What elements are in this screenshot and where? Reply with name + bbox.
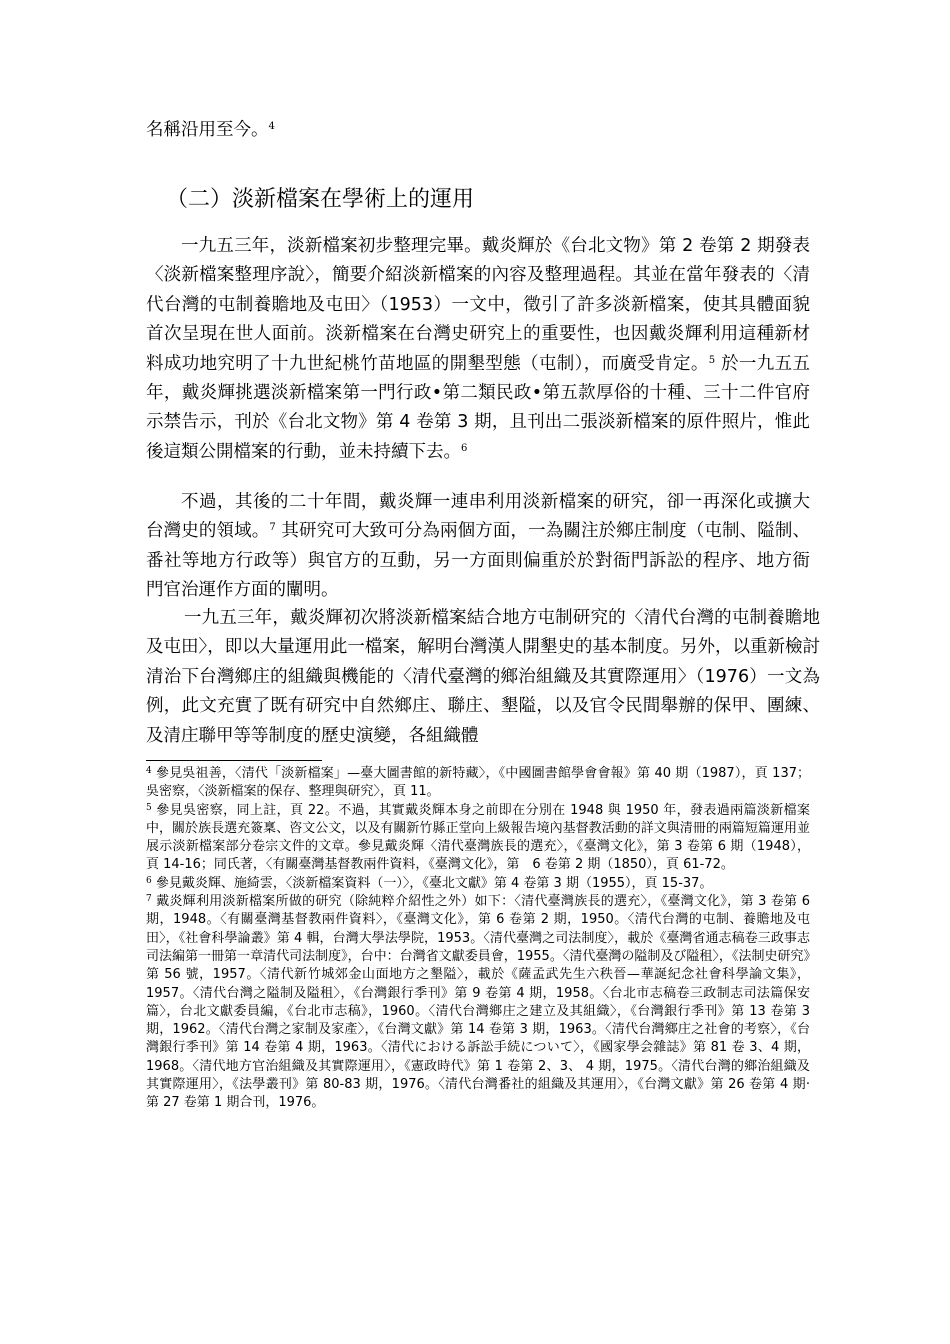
paragraph-3: 一九五三年，戴炎輝初次將淡新檔案結合地方屯制研究的〈清代台灣的屯制養贍地及屯田〉，即以大量運用此一檔案，解明台灣漢人開墾史的基本制度。另外，以重新檢討清治下台灣鄉庄的組織與機能的〈清代臺灣的鄉治組織及其實際運用〉（1976）一文為例，此文充實了既有研究中自然鄉庄、聯庄、墾隘，以及官令民間舉辦的保甲、團練、及清庄聯甲等等制度的歷史演變，各組織體 [146,608,820,746]
section-heading: （二）淡新檔案在學術上的運用 [166,187,475,212]
paragraph-1-text-a: 一九五三年，淡新檔案初步整理完畢。戴炎輝於《台北文物》第 2 卷第 2 期發表〈淡新檔案整理序說〉，簡要介紹淡新檔案的內容及整理過程。其並在當年發表的〈清代台灣的屯制養贍地及屯田〉（1953）一文中，徵引了許多淡新檔案，使其具體面貌首次呈現在世人面前。淡新檔案在台灣史研究上的重要性，也因戴炎輝利用這種新材料成功地究明了十九世紀桃竹苗地區的開墾型態（屯制），而廣受肯定。 [146,236,810,374]
footnote-6 [146,875,810,893]
paragraph-1 [146,232,810,467]
footnote-text: 戴炎輝利用淡新檔案所做的研究（除純粹介紹性之外）如下：〈清代臺灣族長的選充〉，《臺灣文化》，第 3 卷第 6 期，1948。〈有關臺灣基督教兩件資料〉，《臺灣文化》，第 6 卷第 2 期，1950。〈清代台灣的屯制、養贍地及屯田〉，《社會科學論叢》第 4 輯，台灣大學法學院，1953。〈清代臺灣之司法制度〉，載於《臺灣省通志稿卷三政事志司法編第一冊第一章清代司法制度》，台中：台灣省文獻委員會，1955。〈清代臺灣の隘制及び隘租〉，《法制史研究》第 56 號，1957。〈清代新竹城郊金山面地方之墾隘〉，載於《薩孟武先生六秩晉—華誕紀念社會科學論文集》，1957。〈清代台灣之隘制及隘租〉，《台灣銀行季刊》第 9 卷第 4 期，1958。〈台北市志稿卷三政制志司法篇保安篇〉，台北文獻委員編，《台北市志稿》，1960。〈清代台灣鄉庄之建立及其組織〉，《台灣銀行季刊》第 13 卷第 3 期，1962。〈清代台灣之家制及家產〉，《台灣文獻》第 14 卷第 3 期，1963。〈清代台灣鄉庄之社會的考察〉，《台灣銀行季刊》第 14 卷第 4 期，1963。〈清代における訴訟手続について〉，《國家學会雜誌》第 81 卷 3、4 期，1968。〈清代地方官治組織及其實際運用〉，《憲政時代》第 1 卷第 2、3、 4 期，1975。〈清代台灣的鄉治組織及其實際運用〉，《法學叢刊》第 80-83 期，1976。〈清代台灣番社的組織及其運用〉，《台灣文獻》第 26 卷第 4 期‧第 27 卷第 1 期合刊，1976。 [146,894,810,1111]
footnote-number: 4 [146,766,152,776]
footnote-ref[interactable]: 5 [708,354,716,366]
footnote-ref[interactable]: 4 [268,121,275,132]
lead-line [146,116,275,145]
footnote-number: 5 [146,802,152,813]
footnote-ref[interactable]: 7 [269,522,276,534]
footnotes [146,765,810,1113]
footnote-text: 參見戴炎輝、施綺雲，〈淡新檔案資料（一）〉，《臺北文獻》第 4 卷第 3 期（1955），頁 15-37。 [155,875,713,891]
paragraph-1-text-b: 於一九五五年，戴炎輝挑選淡新檔案第一門行政•第二類民政•第五款厚俗的十種、三十二件官府示禁告示，刊於《台北文物》第 4 卷第 3 期，且刊出二張淡新檔案的原件照片，惟此後這類公開檔案的行動，並未持續下去。 [146,353,811,462]
paragraph-2-text-b: 其研究可大致可分為兩個方面，一為關注於鄉庄制度（屯制、隘制、番社等地方行政等）與官方的互動，另一方面則偏重於於對衙門訴訟的程序、地方衙門官治運作方面的闡明。 [146,521,811,601]
paragraph-2-text-a: 不過，其後的二十年間，戴炎輝一連串利用淡新檔案的研究，卻一再深化或擴大台灣史的領域。 [146,492,810,542]
footnote-5 [146,802,810,875]
footnote-number: 7 [146,894,152,905]
lead-line-text: 名稱沿用至今。 [146,120,269,140]
footnote-4 [146,765,810,802]
footnote-7 [146,893,810,1113]
footnote-divider [146,760,322,761]
footnote-text: 參見吳祖善，〈清代「淡新檔案」—臺大圖書館的新特藏〉，《中國圖書館學會會報》第 40 期（1987），頁 137；吳密察，〈淡新檔案的保存、整理與研究〉，頁 11。 [146,766,810,800]
footnote-text: 參見吳密察，同上註，頁 22。不過，其實戴炎輝本身之前即在分別在 1948 與 1950 年，發表過兩篇淡新檔案中，關於族長選充簽稟、咨文公文，以及有關新竹縣正堂向上級報告境內基督教活動的詳文與清冊的兩篇短篇運用並展示淡新檔案部分卷宗文件的文章。參見戴炎輝〈清代臺灣族長的選充〉，《臺灣文化》，第 3 卷第 6 期（1948），頁 14-16；同氏著，〈有關臺灣基督教兩件資料，《臺灣文化》，第 6 卷第 2 期（1850），頁 61-72。 [146,802,810,873]
footnote-ref[interactable]: 6 [461,442,468,454]
paragraph-2 [146,488,810,606]
footnote-number: 6 [146,875,152,886]
